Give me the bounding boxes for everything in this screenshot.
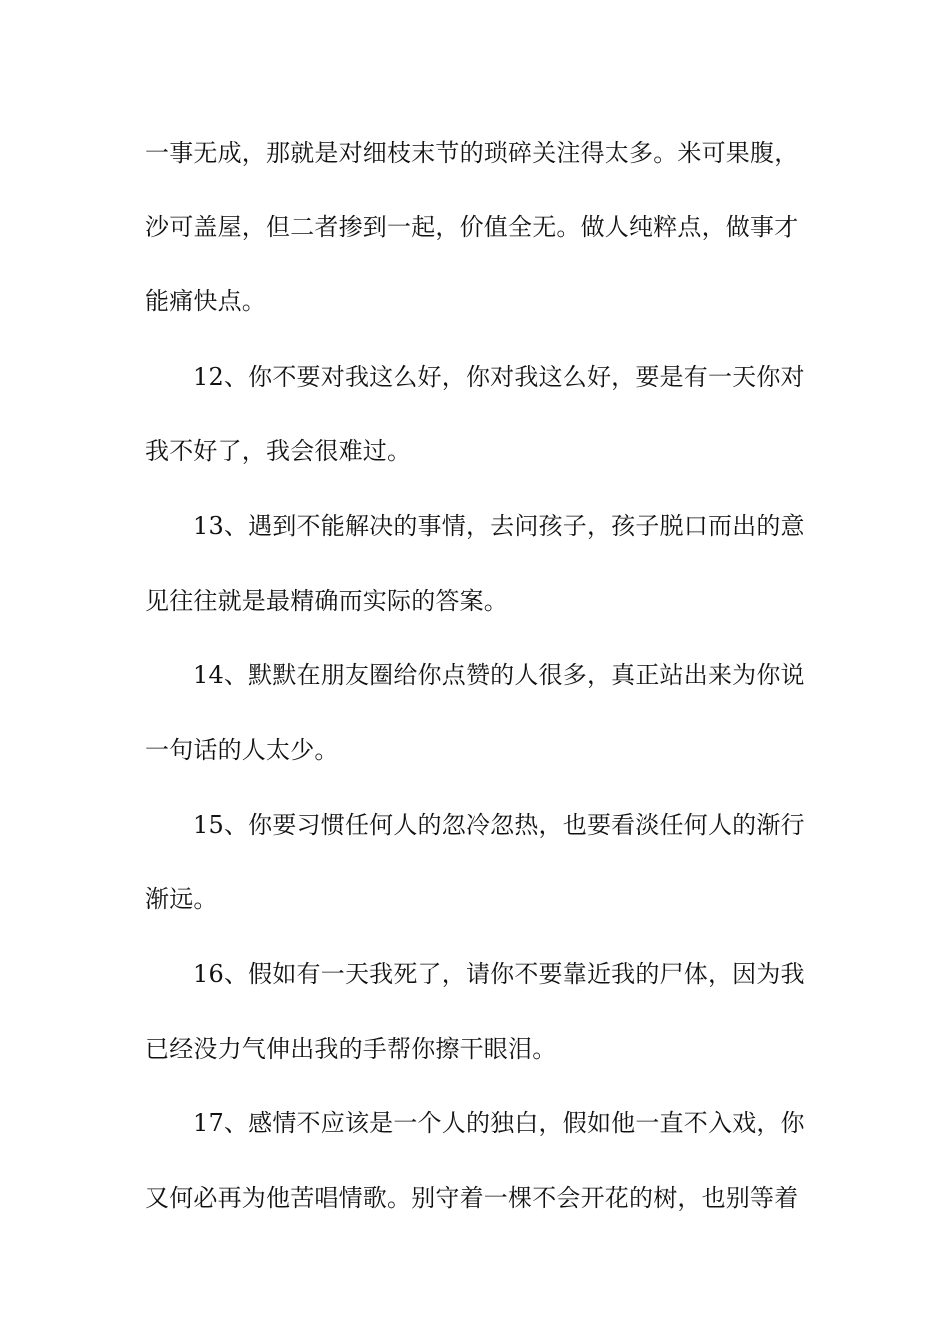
quote-12-line-1: 12、你不要对我这么好，你对我这么好，要是有一天你对	[193, 363, 805, 391]
quote-12-line-2: 我不好了，我会很难过。	[145, 437, 412, 465]
quote-15-line-2: 渐远。	[145, 885, 218, 913]
text-line-1: 一事无成，那就是对细枝末节的琐碎关注得太多。米可果腹，	[145, 139, 799, 167]
quote-16-line-1: 16、假如有一天我死了，请你不要靠近我的尸体，因为我	[193, 960, 805, 988]
quote-16-line-2: 已经没力气伸出我的手帮你擦干眼泪。	[145, 1035, 557, 1063]
quote-17-line-1: 17、感情不应该是一个人的独白，假如他一直不入戏，你	[193, 1109, 805, 1137]
quote-13-line-2: 见往往就是最精确而实际的答案。	[145, 587, 508, 615]
quote-14-line-2: 一句话的人太少。	[145, 736, 339, 764]
quote-13-line-1: 13、遇到不能解决的事情，去问孩子，孩子脱口而出的意	[193, 512, 805, 540]
text-line-2: 沙可盖屋，但二者掺到一起，价值全无。做人纯粹点，做事才	[145, 213, 799, 241]
text-line-3: 能痛快点。	[145, 287, 266, 315]
quote-17-line-2: 又何必再为他苦唱情歌。别守着一棵不会开花的树，也别等着	[145, 1184, 799, 1212]
quote-15-line-1: 15、你要习惯任何人的忽冷忽热，也要看淡任何人的渐行	[193, 811, 805, 839]
quote-14-line-1: 14、默默在朋友圈给你点赞的人很多，真正站出来为你说	[193, 661, 805, 689]
